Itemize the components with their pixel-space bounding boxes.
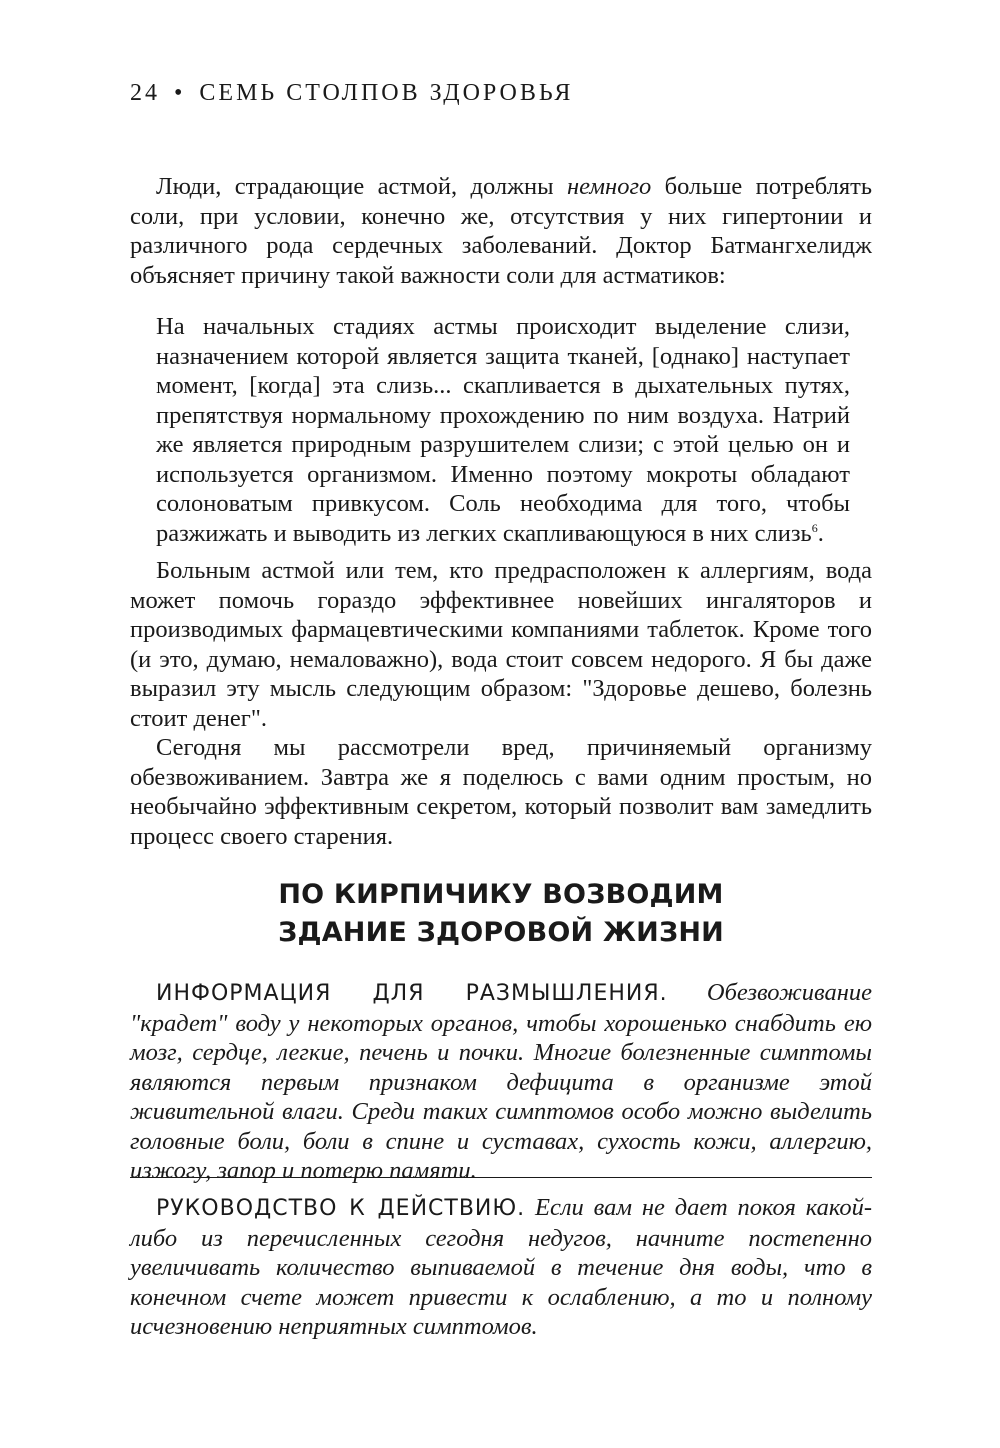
divider-line bbox=[130, 1177, 872, 1178]
quote-end: . bbox=[817, 519, 824, 547]
header-separator: • bbox=[174, 80, 186, 106]
book-title: СЕМЬ СТОЛПОВ ЗДОРОВЬЯ bbox=[199, 80, 574, 106]
emphasis-text: немного bbox=[567, 173, 652, 200]
action-guide bbox=[130, 1193, 872, 1342]
section-heading-line-1: ПО КИРПИЧИКУ ВОЗВОДИМ bbox=[278, 879, 724, 910]
running-header bbox=[130, 80, 573, 107]
info-for-reflection bbox=[130, 978, 872, 1186]
footnote-marker[interactable]: 6 bbox=[811, 520, 818, 535]
quote-text: На начальных стадиях астмы происходит выделение слизи, назначением которой является защита тканей, [однако] наступает момент, [когда] эта слизь... скапливается в дыхательных путях, препятствуя нормальному прохождению по ним воздуха. Натрий же является природным разрушителем слизи; с этой целью он и используется организмом. Именно поэтому мокроты обладают солоноватым привкусом. Соль необходима для того, чтобы разжижать и выводить из легких скапливающуюся в них слизь bbox=[156, 313, 850, 547]
paragraph-text: Больным астмой или тем, кто предрасположен к аллергиям, вода может помочь гораздо эффективнее новейших ингаляторов и производимых фармацевтическими компаниями таблеток. Кроме того (и это, думаю, немаловажно), вода стоит совсем недорого. Я бы даже выразил эту мысль следующим образом: "Здоровье дешево, болезнь стоит денег". bbox=[130, 557, 872, 732]
paragraph-text: больше потреблять соли, при условии, конечно же, отсутствия у них гипертонии и различного рода сердечных заболеваний. Доктор Батмангхелидж объясняет причину такой важности соли для астматиков: bbox=[130, 173, 872, 289]
section-heading bbox=[130, 876, 872, 952]
paragraph-summary bbox=[130, 733, 872, 851]
block-quote bbox=[156, 312, 850, 548]
paragraph-water-allergies bbox=[130, 556, 872, 733]
page-number: 24 bbox=[130, 80, 160, 106]
section-heading-line-2: ЗДАНИЕ ЗДОРОВОЙ ЖИЗНИ bbox=[278, 917, 724, 948]
info-text: Обезвоживание "крадет" воду у некоторых органов, чтобы хорошенько снабдить ею мозг, сердце, легкие, печень и почки. Многие болезненные симптомы являются первым признаком дефицита в организме этой живительной влаги. Среди таких симптомов особо можно выделить головные боли, боли в спине и суставах, сухость кожи, аллергию, изжогу, запор и потерю памяти. bbox=[130, 979, 872, 1184]
info-label: ИНФОРМАЦИЯ ДЛЯ РАЗМЫШЛЕНИЯ. bbox=[156, 981, 668, 1006]
guide-label: РУКОВОДСТВО К ДЕЙСТВИЮ. bbox=[156, 1196, 526, 1221]
guide-text: Если вам не дает покоя какой-либо из перечисленных сегодня недугов, начните постепенно увеличивать количество выпиваемой в течение дня воды, что в конечном счете может привести к ослаблению, а то и полному исчезновению неприятных симптомов. bbox=[130, 1194, 873, 1340]
paragraph-text: Люди, страдающие астмой, должны bbox=[156, 173, 567, 200]
paragraph-text: Сегодня мы рассмотрели вред, причиняемый организму обезвоживанием. Завтра же я поделюсь с вами одним простым, но необычайно эффективным секретом, который позволит вам замедлить процесс своего старения. bbox=[130, 734, 872, 850]
paragraph-salt-asthma bbox=[130, 172, 872, 290]
